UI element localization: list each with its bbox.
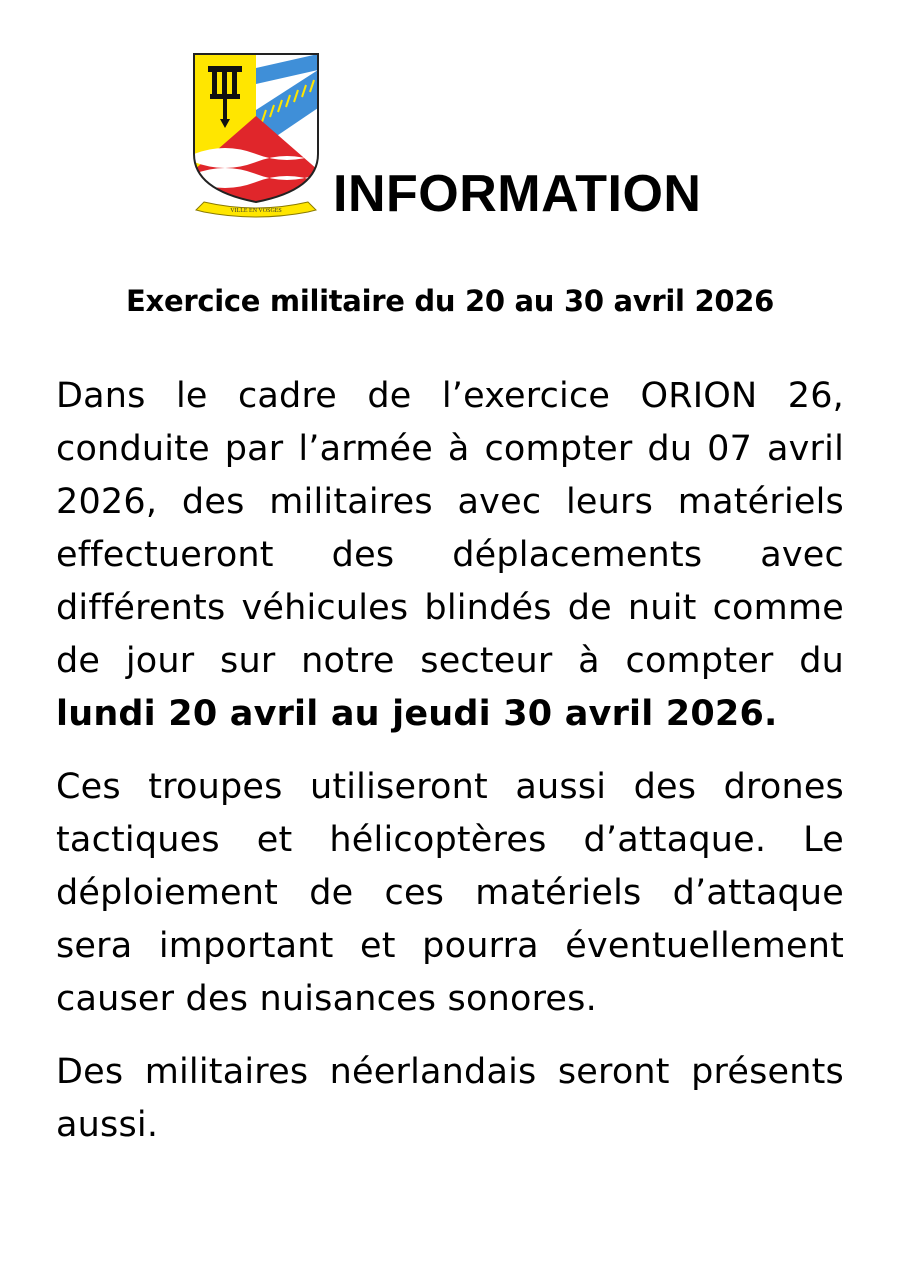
notice-subtitle: Exercice militaire du 20 au 30 avril 2026 — [126, 284, 774, 318]
paragraph-1-dates: lundi 20 avril au jeudi 30 avril 2026. — [56, 694, 778, 734]
coat-of-arms-icon — [190, 50, 322, 218]
coat-of-arms-logo — [190, 50, 322, 218]
page-title: INFORMATION — [333, 165, 702, 223]
paragraph-2: Ces troupes utiliseront aussi des drones tactiques et hélicoptères d’attaque. Le déploiement de ces matériels d’attaque sera important et pourra éventuellement causer des nuisances sonores. — [56, 767, 844, 1019]
paragraph-1 — [56, 370, 844, 741]
notice-body — [56, 370, 844, 1172]
paragraph-1-text: Dans le cadre de l’exercice ORION 26, conduite par l’armée à compter du 07 avril 2026, des militaires avec leurs matériels effectueront des déplacements avec différents véhicules blindés de nuit comme de jour sur notre secteur à compter du — [56, 376, 844, 681]
crest-motto: VILLE EN VOSGES — [230, 208, 282, 214]
paragraph-3: Des militaires néerlandais seront présents aussi. — [56, 1052, 844, 1145]
